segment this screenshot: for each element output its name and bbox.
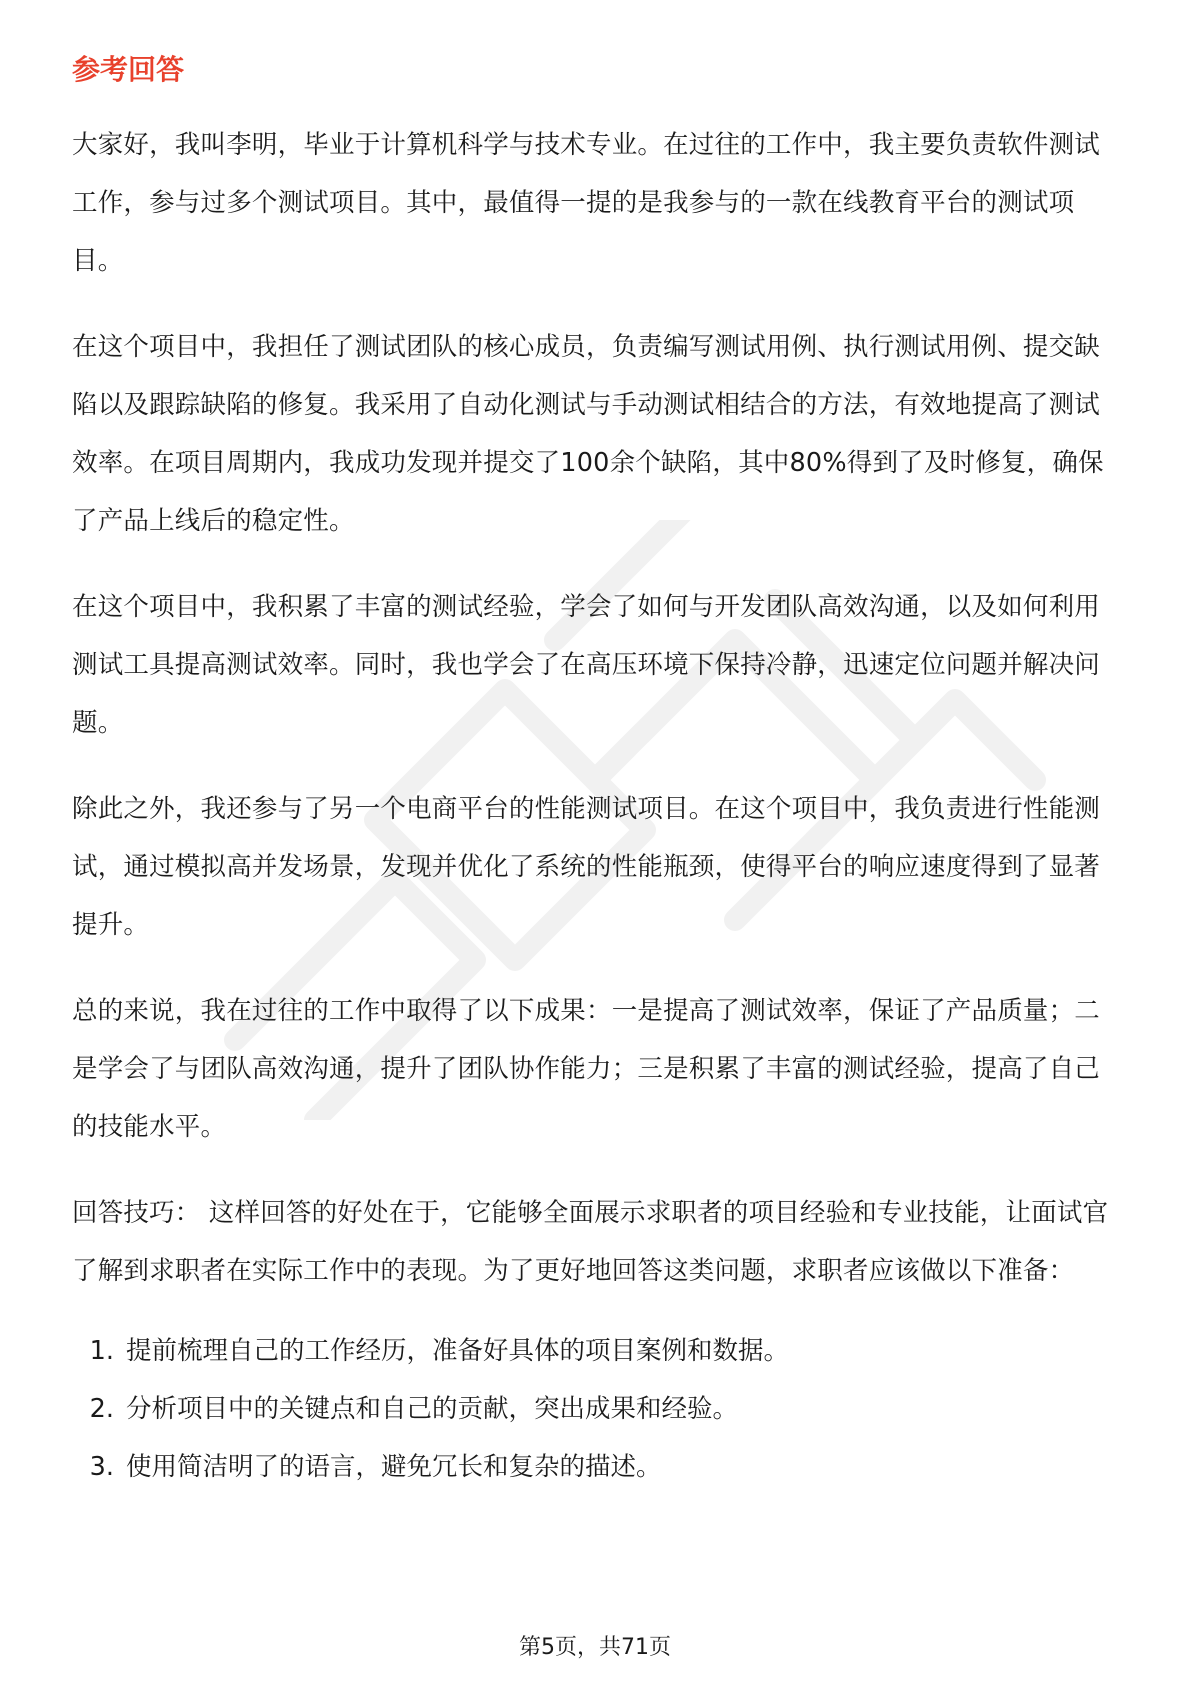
section-title: 参考回答 (72, 53, 185, 86)
answer-tips: 回答技巧： 这样回答的好处在于，它能够全面展示求职者的项目经验和专业技能，让面试官了解到求职者在实际工作中的表现。为了更好地回答这类问题，求职者应该做以下准备： (72, 1198, 1109, 1286)
paragraph-intro: 大家好，我叫李明，毕业于计算机科学与技术专业。在过往的工作中，我主要负责软件测试工作，参与过多个测试项目。其中，最值得一提的是我参与的一款在线教育平台的测试项目。 (72, 130, 1101, 276)
paragraph-project-role: 在这个项目中，我担任了测试团队的核心成员，负责编写测试用例、执行测试用例、提交缺陷以及跟踪缺陷的修复。我采用了自动化测试与手动测试相结合的方法，有效地提高了测试效率。在项目周期内，我成功发现并提交了100余个缺陷，其中80%得到了及时修复，确保了产品上线后的稳定性。 (72, 332, 1104, 536)
list-item-number: 3. (89, 1452, 114, 1482)
page-number-footer: 第5页，共71页 (519, 1635, 671, 1660)
list-item (72, 1380, 1122, 1438)
list-item-number: 1. (89, 1336, 114, 1366)
list-item (72, 1438, 1122, 1496)
list-item-text: 使用简洁明了的语言，避免冗长和复杂的描述。 (126, 1452, 662, 1482)
content-area (72, 50, 1122, 1496)
paragraph-experience: 在这个项目中，我积累了丰富的测试经验，学会了如何与开发团队高效沟通，以及如何利用测试工具提高测试效率。同时，我也学会了在高压环境下保持冷静，迅速定位问题并解决问题。 (72, 592, 1101, 738)
list-item (72, 1322, 1122, 1380)
list-item-text: 提前梳理自己的工作经历，准备好具体的项目案例和数据。 (126, 1336, 790, 1366)
list-item-number: 2. (89, 1394, 114, 1424)
paragraph-performance-test: 除此之外，我还参与了另一个电商平台的性能测试项目。在这个项目中，我负责进行性能测试，通过模拟高并发场景，发现并优化了系统的性能瓶颈，使得平台的响应速度得到了显著提升。 (72, 794, 1101, 940)
list-item-text: 分析项目中的关键点和自己的贡献，突出成果和经验。 (126, 1394, 739, 1424)
paragraph-summary: 总的来说，我在过往的工作中取得了以下成果：一是提高了测试效率，保证了产品质量；二是学会了与团队高效沟通，提升了团队协作能力；三是积累了丰富的测试经验，提高了自己的技能水平。 (72, 996, 1101, 1142)
preparation-steps-list (72, 1322, 1122, 1496)
